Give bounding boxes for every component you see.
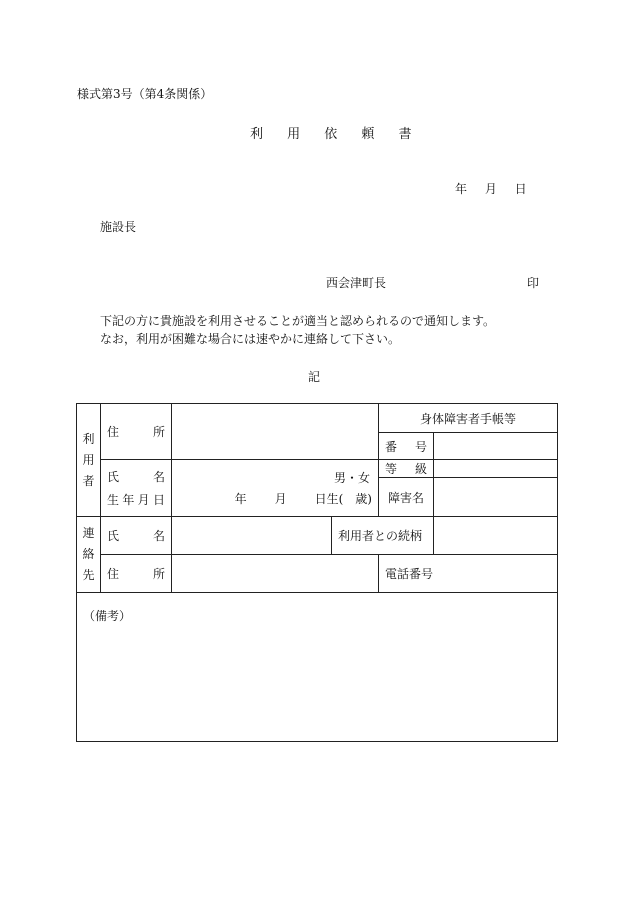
user-name-birth-label: 氏 名 生 年 月 日 — [101, 460, 172, 517]
body-line-2: なお，利用が困難な場合には速やかに連絡して下さい。 — [100, 332, 401, 346]
contact-address-label: 住 所 — [101, 555, 172, 593]
sender-name: 西会津町長 — [326, 276, 387, 290]
relation-label: 利用者との続柄 — [332, 517, 434, 555]
gender-choice[interactable]: 男・女 — [333, 471, 370, 485]
handbook-title: 身体障害者手帳等 — [379, 404, 558, 433]
user-section-label: 利 用 者 — [77, 404, 101, 517]
remarks-label: （備考） — [83, 609, 132, 623]
handbook-number-field[interactable] — [434, 433, 558, 460]
user-address-label: 住 所 — [101, 404, 172, 460]
phone-label: 電話番号 — [379, 555, 558, 593]
user-name-birth-field[interactable] — [172, 460, 379, 517]
contact-name-label: 氏 名 — [101, 517, 172, 555]
date-line: 年 月 日 — [455, 182, 527, 196]
relation-field[interactable] — [434, 517, 558, 555]
seal-mark: 印 — [527, 276, 540, 290]
body-line-1: 下記の方に貴施設を利用させることが適当と認められるので通知します。 — [100, 314, 496, 328]
user-address-field[interactable] — [172, 404, 379, 460]
handbook-number-label: 番 号 — [379, 433, 434, 460]
birth-date-line: 年 月 日生( 歳) — [234, 492, 372, 506]
document-title: 利 用 依 頼 書 — [250, 127, 413, 142]
contact-name-field[interactable] — [172, 517, 332, 555]
disability-name-field[interactable] — [434, 478, 558, 517]
request-form-table — [76, 403, 558, 742]
ki-heading: 記 — [308, 370, 321, 384]
contact-address-field[interactable] — [172, 555, 379, 593]
contact-section-label: 連 絡 先 — [77, 517, 101, 593]
remarks-box[interactable] — [77, 593, 558, 742]
addressee: 施設長 — [100, 220, 137, 234]
form-number: 様式第3号（第4条関係） — [77, 87, 213, 101]
handbook-grade-field[interactable] — [434, 460, 558, 478]
disability-name-label: 障害名 — [379, 478, 434, 517]
handbook-grade-label: 等 級 — [379, 460, 434, 478]
